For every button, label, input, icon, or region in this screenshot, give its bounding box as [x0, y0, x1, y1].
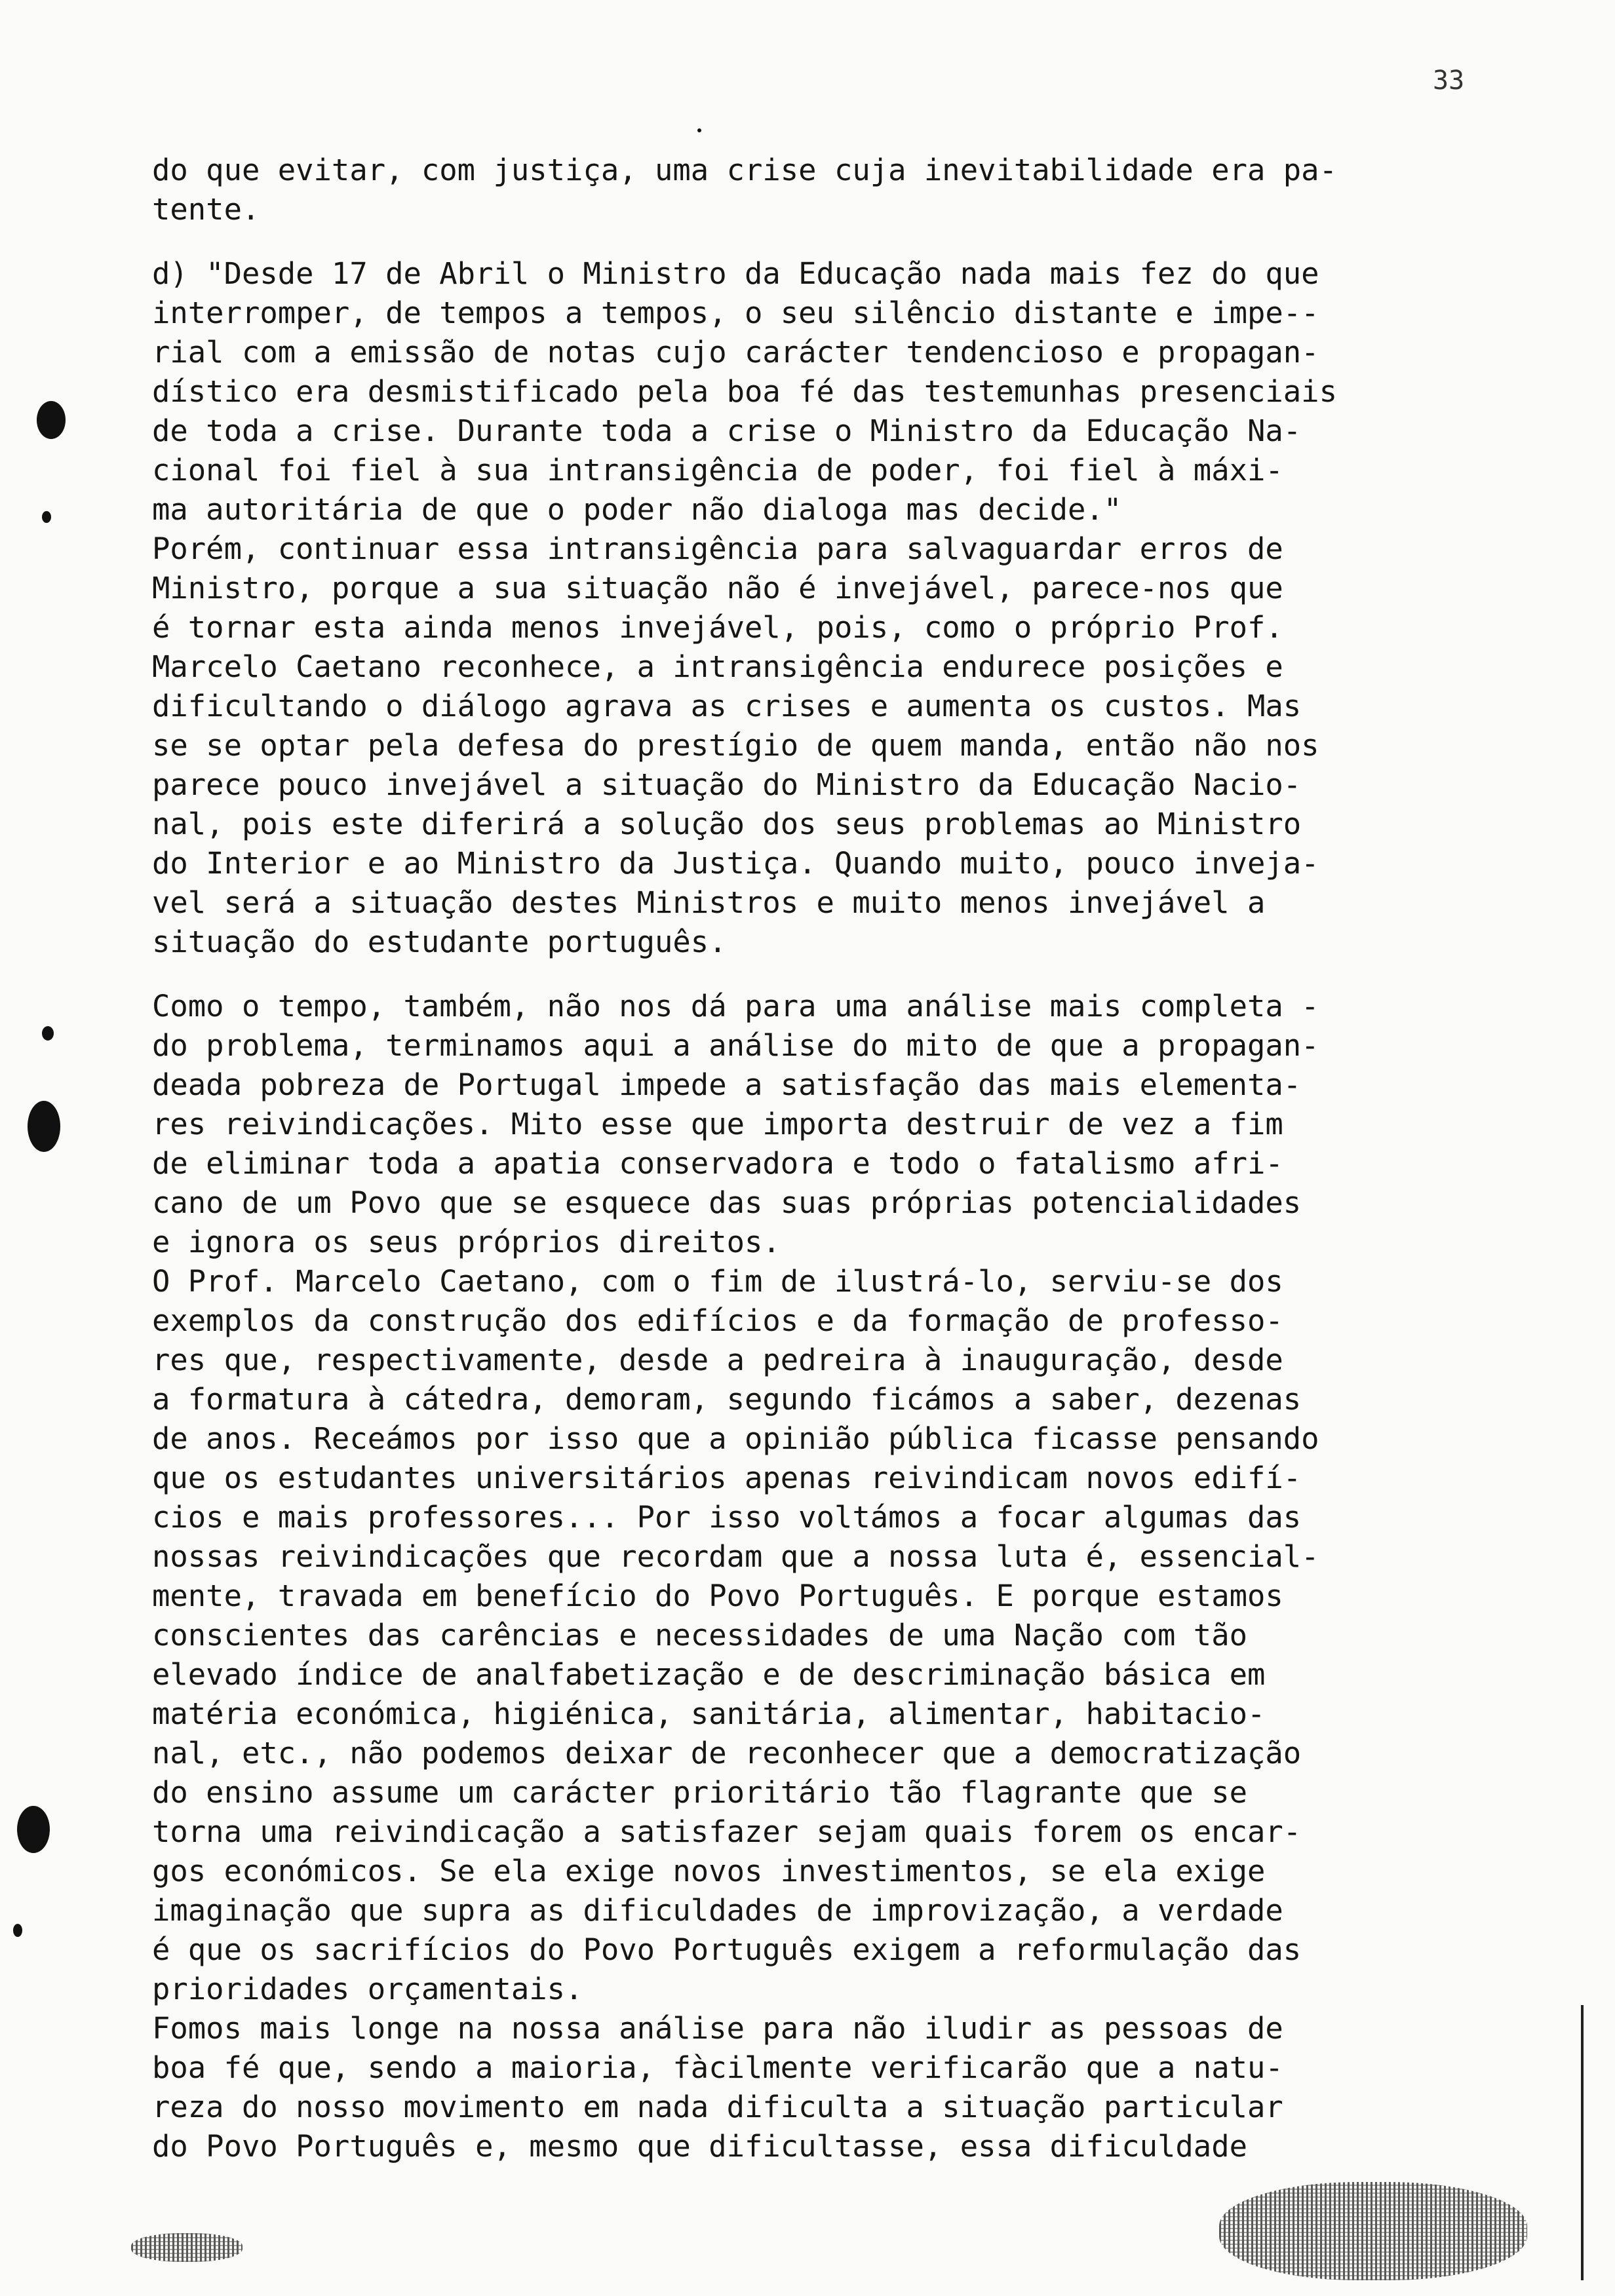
- text-line: res que, respectivamente, desde a pedreira à inauguração, desde: [152, 1343, 1283, 1377]
- text-line: matéria económica, higiénica, sanitária, alimentar, habitacio-: [152, 1696, 1266, 1731]
- text-line: reza do nosso movimento em nada dificulta a situação particular: [152, 2090, 1283, 2124]
- text-line: Marcelo Caetano reconhece, a intransigência endurece posições e: [152, 649, 1283, 684]
- speck-mark: [42, 511, 51, 523]
- punch-hole-mark: [17, 1806, 50, 1853]
- text-line: é tornar esta ainda menos invejável, pois, como o próprio Prof.: [152, 610, 1283, 645]
- text-line: nal, etc., não podemos deixar de reconhecer que a democratização: [152, 1736, 1302, 1770]
- text-line: rial com a emissão de notas cujo carácter tendencioso e propagan-: [152, 335, 1319, 370]
- text-line: elevado índice de analfabetização e de descriminação básica em: [152, 1657, 1266, 1692]
- page-edge-line: [1581, 2005, 1584, 2280]
- text-line: dificultando o diálogo agrava as crises e aumenta os custos. Mas: [152, 689, 1302, 723]
- text-line: conscientes das carências e necessidades de uma Nação com tão: [152, 1618, 1247, 1653]
- text-line: do problema, terminamos aqui a análise do mito de que a propagan-: [152, 1028, 1319, 1063]
- text-line: a formatura à cátedra, demoram, segundo ficámos a saber, dezenas: [152, 1382, 1302, 1417]
- text-line: e ignora os seus próprios direitos.: [152, 1225, 781, 1259]
- text-line: que os estudantes universitários apenas reivindicam novos edifí-: [152, 1461, 1302, 1495]
- text-line: nossas reivindicações que recordam que a nossa luta é, essencial-: [152, 1539, 1319, 1574]
- text-line: do ensino assume um carácter prioritário tão flagrante que se: [152, 1775, 1247, 1810]
- punch-hole-mark: [28, 1101, 60, 1152]
- text-line: de toda a crise. Durante toda a crise o Ministro da Educação Na-: [152, 413, 1302, 448]
- text-line: prioridades orçamentais.: [152, 1972, 583, 2006]
- text-line: se se optar pela defesa do prestígio de quem manda, então não nos: [152, 728, 1319, 763]
- text-line: cano de um Povo que se esquece das suas próprias potencialidades: [152, 1185, 1302, 1220]
- punch-hole-mark: [37, 401, 66, 439]
- text-line: boa fé que, sendo a maioria, fàcilmente verificarão que a natu-: [152, 2050, 1283, 2085]
- text-line: de eliminar toda a apatia conservadora e todo o fatalismo afri-: [152, 1146, 1283, 1181]
- text-line: nal, pois este diferirá a solução dos seus problemas ao Ministro: [152, 807, 1302, 841]
- page-number: 33: [1433, 66, 1465, 96]
- text-line: tente.: [152, 192, 260, 227]
- text-line: interromper, de tempos a tempos, o seu silêncio distante e impe--: [152, 296, 1319, 330]
- text-line: deada pobreza de Portugal impede a satisfação das mais elementa-: [152, 1067, 1302, 1102]
- speck-mark: [697, 128, 701, 132]
- text-line: Ministro, porque a sua situação não é invejável, parece-nos que: [152, 571, 1283, 605]
- text-line: imaginação que supra as dificuldades de improvização, a verdade: [152, 1893, 1283, 1928]
- text-line: cional foi fiel à sua intransigência de poder, foi fiel à máxi-: [152, 453, 1283, 488]
- text-line: do Interior e ao Ministro da Justiça. Quando muito, pouco inveja-: [152, 846, 1319, 881]
- text-line: O Prof. Marcelo Caetano, com o fim de ilustrá-lo, serviu-se dos: [152, 1264, 1283, 1299]
- text-line: de anos. Receámos por isso que a opinião pública ficasse pensando: [152, 1421, 1319, 1456]
- text-line: situação do estudante português.: [152, 925, 727, 959]
- text-line: torna uma reivindicação a satisfazer sejam quais forem os encar-: [152, 1814, 1302, 1849]
- text-line: Porém, continuar essa intransigência para salvaguardar erros de: [152, 531, 1283, 566]
- text-line: d) "Desde 17 de Abril o Ministro da Educação nada mais fez do que: [152, 256, 1319, 291]
- bottom-smudge: [131, 2233, 243, 2262]
- text-line: parece pouco invejável a situação do Ministro da Educação Nacio-: [152, 767, 1302, 802]
- text-line: do Povo Português e, mesmo que dificultasse, essa dificuldade: [152, 2129, 1247, 2164]
- text-line: exemplos da construção dos edifícios e da formação de professo-: [152, 1303, 1283, 1338]
- text-line: mente, travada em benefício do Povo Português. E porque estamos: [152, 1578, 1283, 1613]
- text-line: Fomos mais longe na nossa análise para não iludir as pessoas de: [152, 2011, 1283, 2046]
- speck-mark: [13, 1924, 22, 1937]
- speck-mark: [42, 1026, 54, 1041]
- bottom-smudge: [1219, 2182, 1527, 2280]
- text-line: é que os sacrifícios do Povo Português exigem a reformulação das: [152, 1932, 1302, 1967]
- text-line: Como o tempo, também, não nos dá para uma análise mais completa -: [152, 989, 1319, 1024]
- text-line: dístico era desmistificado pela boa fé das testemunhas presenciais: [152, 374, 1337, 409]
- text-line: cios e mais professores... Por isso voltámos a focar algumas das: [152, 1500, 1302, 1535]
- text-line: vel será a situação destes Ministros e muito menos invejável a: [152, 885, 1266, 920]
- text-line: res reivindicações. Mito esse que importa destruir de vez a fim: [152, 1107, 1283, 1141]
- text-line: ma autoritária de que o poder não dialoga mas decide.": [152, 492, 1122, 527]
- text-line: do que evitar, com justiça, uma crise cuja inevitabilidade era pa-: [152, 153, 1337, 187]
- text-line: gos económicos. Se ela exige novos investimentos, se ela exige: [152, 1854, 1266, 1888]
